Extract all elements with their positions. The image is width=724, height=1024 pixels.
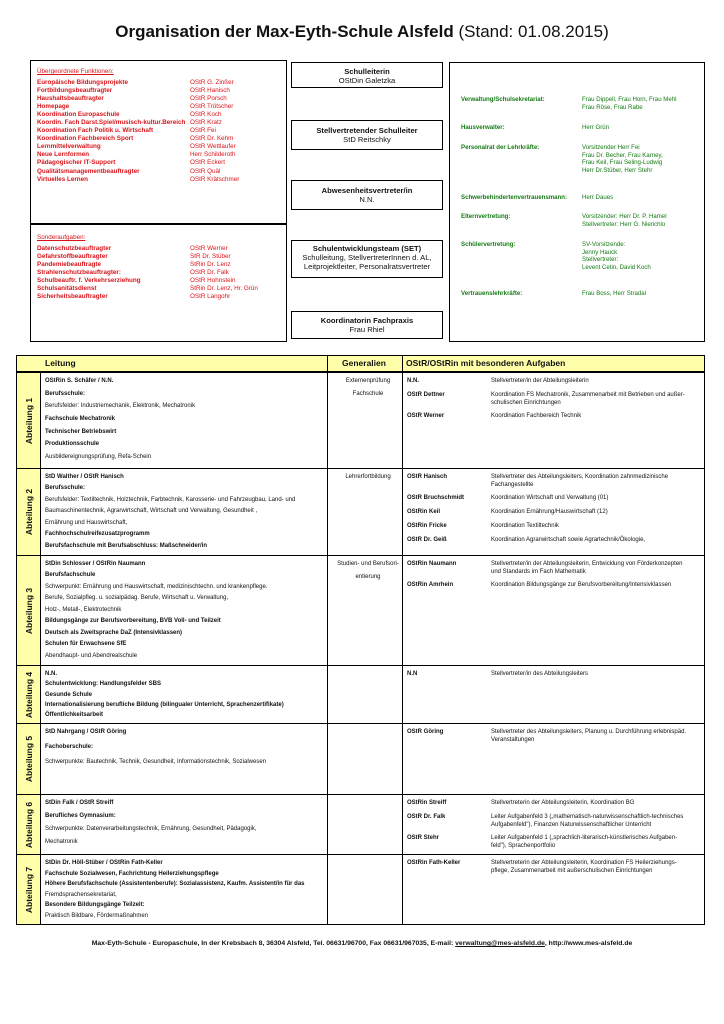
special-tasks-box [30, 224, 287, 342]
teacher-name: OStR Hanisch [407, 474, 448, 480]
staff-item [461, 194, 614, 202]
set-title: Schulentwicklungsteam (SET) [312, 244, 422, 253]
teacher-task: Koordination Fachbereich Technik [491, 413, 582, 420]
leitung-line: Schwerpunkt: Ernährung und Hauswirtschaft, medizinischtechn. und krankenpflege. [45, 583, 268, 590]
staff-value: Frau Keil, Frau Seling-Ludwig [582, 159, 663, 167]
staff-box [449, 62, 705, 342]
department-section [17, 854, 704, 924]
function-name: Homepage [37, 103, 70, 111]
staff-item [461, 96, 677, 111]
function-holder: OStR Porsch [190, 95, 227, 103]
practice-coordinator-box [291, 311, 443, 339]
leitung-line: Gesunde Schule [45, 691, 93, 698]
absence-deputy-box [291, 180, 443, 210]
teacher-task: Stellvertreterin der Abteilungsleiterin, Koordination BG [491, 800, 635, 806]
leitung-line: Höhere Berufsfachschule (Assistentenberufe): Sozialassistenz, Kaufm. Assistent/in für das [45, 881, 305, 888]
department-name: Abteilung 4 [23, 671, 34, 718]
function-name: Schulsanitätsdienst [37, 285, 97, 293]
function-holder: OStR Dr. Kehm [190, 135, 234, 143]
staff-item [461, 213, 667, 228]
teacher-task: Fachangestellte [491, 481, 534, 488]
leitung-line: Berufsfelder: Textiltechnik, Holztechnik, Farbtechnik, Karosserie- und Fahrzeugbau, Land- und [45, 496, 296, 503]
staff-label: Vertrauenslehrkräfte: [461, 290, 523, 297]
teacher-task: Leiter Aufgabenfeld 3 („mathematisch-naturwissenschaftlich-technisches [491, 814, 684, 820]
practice-coordinator-name: Frau Rhiel [349, 325, 385, 334]
function-row [37, 285, 282, 293]
table-header [17, 356, 704, 372]
function-row [37, 159, 282, 167]
absence-deputy-name: N.N. [359, 195, 375, 204]
leitung-line: StD Walther / OStR Hanisch [45, 474, 124, 480]
stand-date: (Stand: 01.08.2015) [458, 22, 609, 41]
leitung-line: StDin Schlosser / OStRin Naumann [45, 561, 146, 567]
page-title [0, 22, 724, 42]
principal-box [291, 62, 443, 88]
leitung-line: StDin Dr. Höll-Stüber / OStRin Fath-Keller [45, 860, 163, 866]
staff-value: Frau Dippell, Frau Horn, Frau Mehl [582, 96, 677, 103]
department-name: Abteilung 5 [23, 735, 34, 783]
staff-value: Herr Grün [582, 124, 610, 131]
teacher-name: OStR Göring [407, 729, 444, 735]
department-name: Abteilung 3 [23, 587, 34, 634]
function-holder: StRin Dr. Lenz, Hr. Grün [190, 285, 258, 293]
function-row [37, 277, 282, 285]
staff-label: Hausverwalter: [461, 124, 505, 131]
teacher-name: OStRin Amrhein [407, 582, 454, 589]
function-holder: OStR Quäl [190, 167, 221, 175]
leitung-line: Internationalisierung berufliche Bildung (bilingualer Unterricht, Sprachenzertifikate) [45, 702, 284, 709]
leitung-line: Berufsschule: [45, 390, 86, 397]
function-row [37, 111, 282, 119]
teacher-task: Koordination Agrarwirtschaft sowie Agrartechnik/Ökologie, [491, 537, 646, 544]
leitung-line: Abendhaupt- und Abendrealschule [45, 652, 138, 659]
function-holder: OStR Langohr [190, 293, 231, 301]
department-label [17, 556, 41, 665]
department-section [17, 665, 704, 723]
leitung-line: Fachhochschulreifezusatzprogramm [45, 531, 150, 538]
function-holder: OStR Dr. Falk [190, 269, 229, 277]
teacher-name: OStR Bruchschmidt [407, 495, 465, 502]
function-name: Pädagogischer IT-Support [37, 159, 116, 167]
function-row [37, 245, 282, 253]
vice-principal-title: Stellvertretender Schulleiter [316, 126, 418, 135]
vice-principal-name: StD Reitschky [343, 135, 391, 144]
footer-address: Max-Eyth-Schule - Europaschule, In der Krebsbach 8, 36304 Alsfeld, Tel. 06631/96700, Fax 06631/967035, E-mail: [91, 940, 456, 947]
teacher-name: OStRin Streiff [407, 800, 447, 806]
function-row [37, 135, 282, 143]
function-name: Fortbildungsbeauftragter [37, 87, 113, 95]
leitung-line: StDin Falk / OStR Streiff [45, 800, 114, 806]
leitung-line: Ausbildereignungsprüfung, Refa-Schein [45, 453, 152, 460]
function-row [37, 103, 282, 111]
teacher-name: OStR Werner [407, 413, 445, 420]
leitung-line: Technischer Betriebswirt [45, 428, 117, 435]
special-tasks-list [37, 245, 282, 301]
functions-box [30, 60, 287, 224]
teacher-name: OStRin Fath-Keller [407, 860, 461, 866]
leitung-line: Berufsfelder: Industriemechanik, Elektronik, Mechatronik [45, 403, 196, 410]
staff-value: SV-Vorsitzende: [582, 241, 626, 248]
teacher-task: Koordination Wirtschaft und Verwaltung (01) [491, 495, 609, 502]
functions-list [37, 79, 282, 184]
staff-label: Schülervertretung: [461, 241, 516, 248]
leitung-line: Fachschule Sozialwesen, Fachrichtung Heilerziehungspflege [45, 870, 219, 877]
staff-value: Frau Röse, Frau Rabe [582, 103, 643, 111]
staff-item [461, 124, 610, 132]
teacher-task: Stellvertreterin der Abteilungsleiterin, Koordination FS Heilerziehungs- [491, 860, 677, 866]
vice-principal-box [291, 120, 443, 150]
function-name: Gefahrstoffbeauftragter [37, 253, 108, 261]
set-box [291, 240, 443, 278]
title-text: Organisation der Max-Eyth-Schule Alsfeld [115, 22, 454, 41]
leitung-line: StD Nahrgang / OStR Göring [45, 729, 127, 735]
staff-item [461, 241, 651, 272]
footer [0, 940, 724, 947]
leitung-line: Deutsch als Zweitsprache DaZ (Intensivklassen) [45, 629, 183, 636]
function-row [37, 95, 282, 103]
teacher-task: feld"), Sprachenportfolio [491, 842, 556, 849]
teacher-name: OStR Dettner [407, 392, 445, 398]
function-holder: OStR Wettlaufer [190, 143, 236, 151]
staff-value: Stellvertreter: [582, 256, 619, 264]
staff-label: Elternvertretung: [461, 213, 511, 220]
absence-deputy-title: Abwesenheitsvertreter/in [321, 186, 413, 195]
leitung-line: Bildungsgänge zur Berufsvorbereitung, BVB Voll- und Teilzeit [45, 618, 221, 625]
teacher-name: OStRin Fricke [407, 523, 447, 530]
function-holder: OStR Eckert [190, 159, 225, 167]
function-holder: Herr Schilderoth [190, 151, 236, 159]
generalien-line: Lehrerfortbildung [345, 474, 391, 480]
function-name: Neue Lernformen [37, 151, 90, 159]
footer-email-link[interactable]: verwaltung@mes-alsfeld.de [455, 940, 545, 947]
function-row [37, 253, 282, 261]
set-line-1: Schulleitung, StellvertreterInnen d. AL, [302, 253, 432, 262]
leitung-line: Produktionsschule [45, 441, 100, 448]
function-name: Virtuelles Lernen [37, 175, 88, 183]
function-name: Europäische Bildungsprojekte [37, 79, 128, 86]
teacher-task: Koordination Bildungsgänge zur Berufsvorbereitung/Intensivklassen [491, 582, 672, 589]
teacher-name: OStR Dr. Geiß [407, 537, 447, 544]
function-row [37, 119, 282, 127]
teacher-name: OStRin Naumann [407, 561, 457, 567]
principal-title: Schulleiterin [344, 67, 390, 76]
function-name: Schulbeauftr. f. Verkehrserziehung [37, 277, 141, 285]
department-section [17, 372, 704, 468]
department-label [17, 855, 41, 924]
staff-value: Levent Cetin, David Koch [582, 264, 651, 272]
staff-value: Frau Boss, Herr Stradal [582, 290, 647, 297]
function-name: Koordin. Fach Darst.Spiel/musisch-kultur.Bereich [37, 119, 186, 127]
staff-value: Frau Dr. Becher, Frau Karney, [582, 151, 663, 159]
function-row [37, 87, 282, 95]
function-row [37, 269, 282, 277]
function-holder: OStR Trötscher [190, 103, 234, 111]
function-holder: OStR Fei [190, 127, 216, 135]
leitung-line: Berufliches Gymnasium: [45, 813, 116, 820]
function-holder: OStR Kratz [190, 119, 222, 127]
column-divider [402, 356, 403, 924]
functions-heading: Übergeordnete Funktionen: [37, 68, 114, 75]
header-leitung: Leitung [45, 358, 76, 368]
teacher-task: Stellvertreter des Abteilungsleiters, Planung u. Durchführung erlebnispäd. [491, 729, 687, 735]
staff-value: Stellvertreter: Herr G. Nierichlo [582, 220, 666, 228]
leitung-line: Besondere Bildungsgänge Teilzeit: [45, 902, 145, 909]
department-section [17, 468, 704, 555]
department-label [17, 724, 41, 794]
function-name: Datenschutzbeauftragter [37, 245, 112, 252]
department-section [17, 555, 704, 665]
department-label [17, 666, 41, 723]
department-name: Abteilung 2 [23, 488, 34, 536]
teacher-task: Stellvertreter/in der Abteilungsleiterin [491, 378, 589, 384]
function-name: Lernmittelverwaltung [37, 143, 101, 151]
teacher-task: Stellvertreter/in der Abteilungsleiterin, Entwicklung von Förderkonzepten [491, 561, 683, 567]
department-name: Abteilung 1 [23, 397, 34, 444]
teacher-task: Stellvertreter des Abteilungsleiters, Koordination zahnmedizinische [491, 474, 669, 480]
function-row [37, 261, 282, 269]
leitung-line: Schulentwicklung: Handlungsfelder SBS [45, 681, 162, 688]
department-name: Abteilung 6 [23, 801, 34, 848]
leitung-line: Fachschule Mechatronik [45, 415, 116, 422]
staff-value: Vorsitzender: Herr Dr. P. Hamel [582, 213, 667, 220]
leitung-line: Holz-, Metall-, Elektrotechnik [45, 606, 122, 613]
function-holder: StR Dr. Stüber [190, 253, 231, 261]
function-row [37, 143, 282, 151]
leitung-line: Fremdsprachensekretariat, [45, 891, 117, 898]
leitung-line: Berufsschule: [45, 485, 86, 492]
function-holder: OStR G. Zinßer [190, 79, 234, 86]
function-row [37, 127, 282, 135]
function-holder: OStR Krätschmer [190, 175, 240, 183]
leitung-line: Baumaschinentechnik, Agrarwirtschaft, Wirtschaft und Verwaltung, Gesundheit , [45, 508, 258, 515]
teacher-name: N.N. [407, 378, 419, 384]
leitung-line: N.N. [45, 671, 57, 677]
staff-value: Jenny Hauck [582, 248, 618, 256]
department-section [17, 794, 704, 854]
principal-name: OStDin Galetzka [338, 76, 396, 85]
leitung-line: Schwerpunkte: Bautechnik, Technik, Gesundheit, Informationstechnik, Sozialwesen [45, 759, 267, 765]
function-row [37, 151, 282, 159]
function-name: Koordination Fach Politik u. Wirtschaft [37, 127, 154, 135]
teacher-task: Koordination Textiltechnik [491, 523, 559, 530]
leitung-line: Berufsfachschule [45, 572, 96, 579]
generalien-line: Externenprüfung [345, 378, 391, 384]
staff-value: Vorsitzender Herr Fei [582, 144, 640, 151]
leitung-line: Fachoberschule: [45, 744, 94, 750]
function-holder: OStR Werner [190, 245, 228, 252]
staff-item [461, 144, 663, 175]
teacher-task: und Standards im Fach Mathematik [491, 568, 586, 575]
teacher-task: schulischen Einrichtungen [491, 399, 561, 406]
teacher-task: Leiter Aufgabenfeld 1 („sprachlich-literarisch-künstlerisches Aufgaben- [491, 835, 678, 842]
generalien-line: Fachschule [352, 391, 384, 397]
teacher-name: N.N [407, 671, 418, 677]
department-label [17, 795, 41, 854]
teacher-task: Veranstaltungen [491, 736, 535, 743]
function-holder: OStR Hanisch [190, 87, 230, 95]
departments-table [16, 355, 705, 925]
column-divider [327, 356, 328, 924]
function-name: Pandemiebeauftragte [37, 261, 102, 269]
leitung-line: Praktisch Bildbare, Fördermaßnahmen [45, 913, 149, 920]
teacher-task: Koordination FS Mechatronik, Zusammenarbeit mit Betrieben und außer- [491, 392, 685, 398]
teacher-name: OStR Dr. Falk [407, 814, 446, 820]
staff-value: Herr Dr.Stüber, Herr Stehr [582, 167, 653, 175]
department-label [17, 373, 41, 468]
function-row [37, 168, 282, 176]
department-label [17, 469, 41, 555]
header-generalien: Generalien [342, 358, 386, 368]
special-tasks-heading: Sonderaufgaben: [37, 234, 86, 241]
staff-label: Personalrat der Lehrkräfte: [461, 144, 540, 151]
function-name: Haushaltsbeauftragter [37, 95, 104, 103]
footer-url: , http://www.mes-alsfeld.de [544, 940, 633, 947]
leitung-line: OStRin S. Schäfer / N.N. [45, 378, 114, 384]
function-name: Strahlenschutzbeauftragter: [37, 269, 121, 277]
function-holder: OStR Hohnstein [190, 277, 236, 285]
leitung-line: Berufe, Sozialpfleg. u. sozialpädag. Berufe, Wirtschaft u. Verwaltung, [45, 595, 229, 602]
staff-label: Schwerbehindertenvertrauensmann: [461, 194, 567, 201]
staff-item [461, 290, 647, 298]
teacher-name: OStRin Keil [407, 509, 441, 516]
teacher-task: Stellvertreter/in des Abteilungsleiters [491, 671, 589, 677]
leitung-line: Ernährung und Hauswirtschaft, [45, 519, 128, 526]
staff-label: Verwaltung/Schulsekretariat: [461, 96, 545, 103]
department-section [17, 723, 704, 794]
function-row [37, 293, 282, 301]
header-aufgaben: OStR/OStRin mit besonderen Aufgaben [406, 358, 566, 368]
leitung-line: Berufsfachschule mit Berufsabschluss: Maßschneider/in [45, 542, 208, 549]
function-name: Koordination Europaschule [37, 111, 120, 119]
staff-value: Herr Daues [582, 194, 614, 201]
function-row [37, 79, 282, 87]
leitung-line: Mechatronik [45, 839, 78, 846]
function-holder: StRin Dr. Lenz [190, 261, 231, 269]
leitung-line: Schwerpunkte: Datenverarbeitungstechnik, Ernährung, Gesundheit, Pädagogik, [45, 826, 257, 833]
function-name: Koordination Fachbereich Sport [37, 135, 134, 143]
department-name: Abteilung 7 [23, 866, 34, 913]
leitung-line: Schulen für Erwachsene SfE [45, 641, 127, 648]
function-row [37, 176, 282, 184]
practice-coordinator-title: Koordinatorin Fachpraxis [320, 316, 414, 325]
teacher-task: Koordination Ernährung/Hauswirtschaft (12) [491, 509, 608, 516]
set-line-2: Leitprojektleiter, Personalratsvertreter [303, 262, 431, 271]
generalien-line: Studien- und Berufsori- [337, 561, 399, 567]
function-name: Qualitätsmanagementbeauftragter [37, 167, 140, 175]
teacher-name: OStR Stehr [407, 835, 440, 842]
function-holder: OStR Koch [190, 111, 222, 119]
leitung-line: Öffentlichkeitsarbeit [45, 712, 104, 719]
generalien-line: entierung [355, 574, 381, 580]
teacher-task: pflege, Zusammenarbeit mit außerschulischen Einrichtungen [491, 867, 653, 874]
teacher-task: Aufgabenfeld"), Finanzen Naturwissenschaftlicher Unterricht [491, 821, 652, 828]
function-name: Sicherheitsbeauftragter [37, 293, 108, 301]
